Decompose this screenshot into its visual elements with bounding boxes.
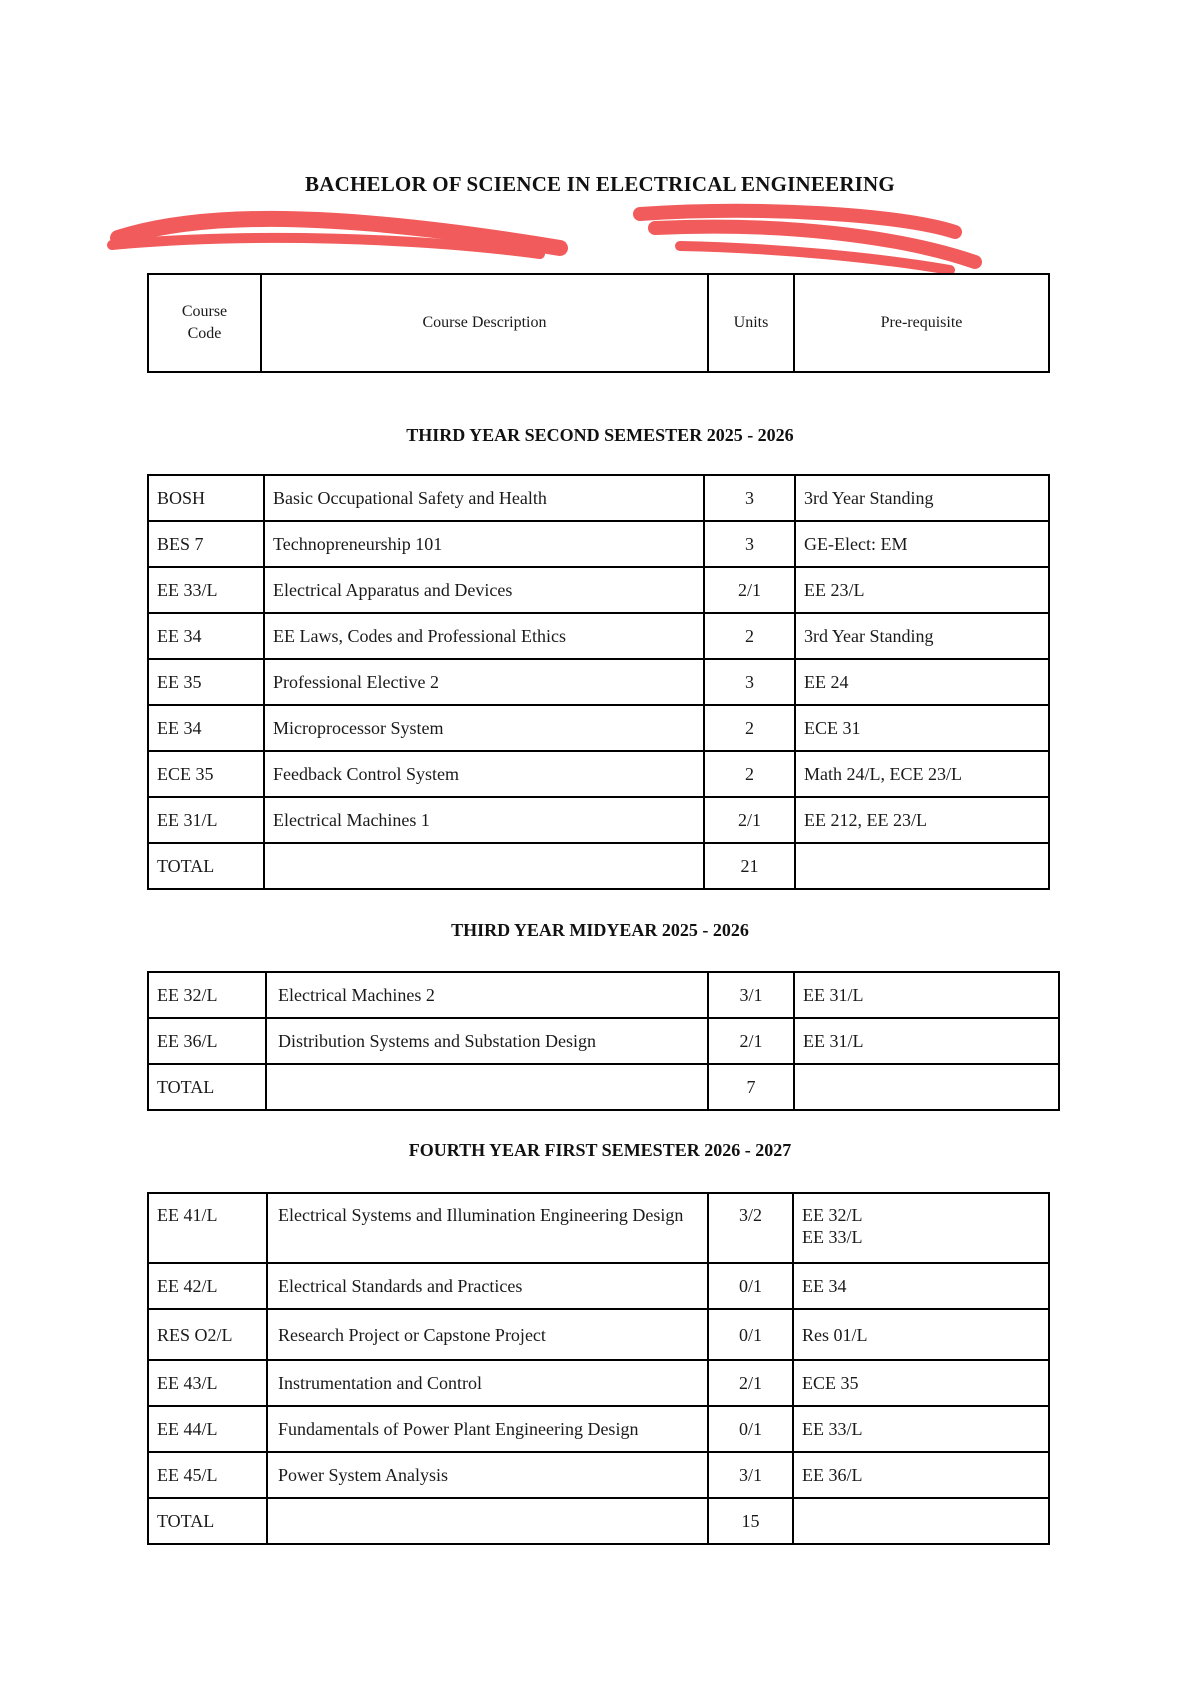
total-units: 15 (708, 1498, 793, 1544)
course-description: Electrical Machines 1 (264, 797, 704, 843)
course-description: Basic Occupational Safety and Health (264, 475, 704, 521)
table-row (148, 1193, 1049, 1263)
section-title: FOURTH YEAR FIRST SEMESTER 2026 - 2027 (408, 1140, 792, 1160)
course-prerequisite: ECE 31 (795, 705, 1049, 751)
course-prerequisite: 3rd Year Standing (795, 613, 1049, 659)
table-row (148, 751, 1049, 797)
section-title: THIRD YEAR MIDYEAR 2025 - 2026 (451, 920, 749, 940)
course-prerequisite: Res 01/L (793, 1309, 1049, 1360)
header-course-code: Course Code (148, 274, 261, 372)
table-row (148, 705, 1049, 751)
course-table (147, 474, 1050, 890)
course-prerequisite: EE 23/L (795, 567, 1049, 613)
course-prerequisite: GE-Elect: EM (795, 521, 1049, 567)
table-row (148, 972, 1059, 1018)
course-prerequisite: EE 34 (793, 1263, 1049, 1309)
course-prerequisite: EE 212, EE 23/L (795, 797, 1049, 843)
course-prerequisite (795, 843, 1049, 889)
course-units: 2/1 (708, 1360, 793, 1406)
course-prerequisite (794, 1064, 1059, 1110)
course-prerequisite (793, 1498, 1049, 1544)
prerequisite-line: EE 33/L (802, 1227, 863, 1247)
course-prerequisite: ECE 35 (793, 1360, 1049, 1406)
total-row (148, 1498, 1049, 1544)
course-units: 3 (704, 475, 795, 521)
course-prerequisite: Math 24/L, ECE 23/L (795, 751, 1049, 797)
course-units: 2 (704, 705, 795, 751)
course-description: Feedback Control System (264, 751, 704, 797)
table-row (148, 1018, 1059, 1064)
course-code: EE 31/L (148, 797, 264, 843)
course-units: 2 (704, 751, 795, 797)
course-description: Professional Elective 2 (264, 659, 704, 705)
course-code: BES 7 (148, 521, 264, 567)
course-description: Fundamentals of Power Plant Engineering Design (267, 1406, 708, 1452)
course-code: ECE 35 (148, 751, 264, 797)
course-prerequisite (793, 1193, 1049, 1263)
redaction-marks (0, 0, 1200, 300)
course-code: EE 43/L (148, 1360, 267, 1406)
course-prerequisite: EE 31/L (794, 1018, 1059, 1064)
course-units: 2/1 (704, 567, 795, 613)
table-row (148, 475, 1049, 521)
course-units: 3 (704, 521, 795, 567)
course-code: EE 32/L (148, 972, 266, 1018)
table-row (148, 1452, 1049, 1498)
table-row (148, 1309, 1049, 1360)
course-code: EE 33/L (148, 567, 264, 613)
course-units: 2 (704, 613, 795, 659)
header-prerequisite: Pre-requisite (794, 274, 1049, 372)
course-code: EE 41/L (148, 1193, 267, 1263)
course-description: Microprocessor System (264, 705, 704, 751)
course-description: Power System Analysis (267, 1452, 708, 1498)
table-row (148, 1360, 1049, 1406)
course-description: Electrical Apparatus and Devices (264, 567, 704, 613)
total-label: TOTAL (148, 1498, 267, 1544)
course-code: EE 36/L (148, 1018, 266, 1064)
document-title: BACHELOR OF SCIENCE IN ELECTRICAL ENGINEERING (305, 172, 895, 196)
header-table (147, 273, 1050, 373)
course-description (267, 1498, 708, 1544)
course-description (266, 1064, 708, 1110)
table-row (148, 613, 1049, 659)
table-row (148, 659, 1049, 705)
course-prerequisite: EE 31/L (794, 972, 1059, 1018)
course-units: 3 (704, 659, 795, 705)
course-units: 3/2 (708, 1193, 793, 1263)
course-description: Research Project or Capstone Project (267, 1309, 708, 1360)
total-units: 21 (704, 843, 795, 889)
course-code: EE 34 (148, 705, 264, 751)
header-units: Units (708, 274, 794, 372)
course-table (147, 1192, 1050, 1545)
course-units: 0/1 (708, 1263, 793, 1309)
course-units: 3/1 (708, 1452, 793, 1498)
table-row (148, 1406, 1049, 1452)
course-description: Instrumentation and Control (267, 1360, 708, 1406)
course-code: EE 45/L (148, 1452, 267, 1498)
course-code: EE 44/L (148, 1406, 267, 1452)
prerequisite-line: EE 32/L (802, 1205, 863, 1225)
section-title: THIRD YEAR SECOND SEMESTER 2025 - 2026 (406, 425, 794, 445)
course-units: 2/1 (704, 797, 795, 843)
table-row (148, 797, 1049, 843)
course-units: 2/1 (708, 1018, 794, 1064)
course-prerequisite: EE 33/L (793, 1406, 1049, 1452)
course-code: BOSH (148, 475, 264, 521)
course-prerequisite: 3rd Year Standing (795, 475, 1049, 521)
header-course-description: Course Description (261, 274, 708, 372)
total-row (148, 1064, 1059, 1110)
course-description: Electrical Systems and Illumination Engineering Design (267, 1193, 708, 1263)
course-description: Distribution Systems and Substation Design (266, 1018, 708, 1064)
table-row (148, 1263, 1049, 1309)
course-code: EE 34 (148, 613, 264, 659)
course-code: EE 42/L (148, 1263, 267, 1309)
total-row (148, 843, 1049, 889)
course-description: Electrical Standards and Practices (267, 1263, 708, 1309)
total-units: 7 (708, 1064, 794, 1110)
course-prerequisite: EE 36/L (793, 1452, 1049, 1498)
course-description (264, 843, 704, 889)
course-table (147, 971, 1060, 1111)
course-units: 0/1 (708, 1406, 793, 1452)
total-label: TOTAL (148, 843, 264, 889)
course-units: 0/1 (708, 1309, 793, 1360)
course-description: Technopreneurship 101 (264, 521, 704, 567)
course-units: 3/1 (708, 972, 794, 1018)
course-code: EE 35 (148, 659, 264, 705)
course-prerequisite: EE 24 (795, 659, 1049, 705)
total-label: TOTAL (148, 1064, 266, 1110)
course-description: EE Laws, Codes and Professional Ethics (264, 613, 704, 659)
table-row (148, 521, 1049, 567)
course-code: RES O2/L (148, 1309, 267, 1360)
course-description: Electrical Machines 2 (266, 972, 708, 1018)
table-row (148, 567, 1049, 613)
